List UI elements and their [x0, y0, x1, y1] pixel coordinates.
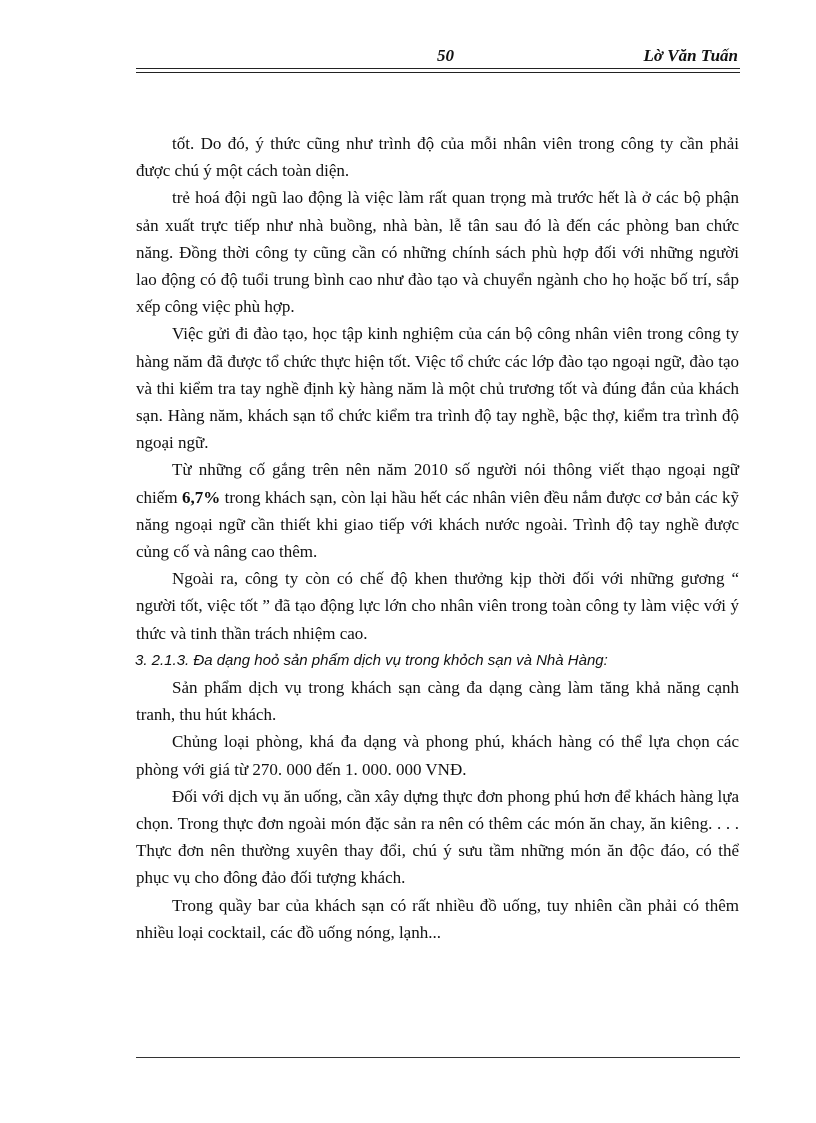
paragraph-bar-service: Trong quầy bar của khách sạn có rất nhiều đồ uống, tuy nhiên cần phải có thêm nhiều loại cocktail, các đồ uống nóng, lạnh...: [136, 895, 739, 942]
paragraph-food-service: Đối với dịch vụ ăn uống, cần xây dựng thực đơn phong phú hơn để khách hàng lựa chọn. Trong thực đơn ngoài món đặc sản ra nên có thêm các món ăn chay, ăn kiêng. . . . Thực đơn nên thường xuyên thay đổi, chú ý sưu tầm những món ăn độc đáo, có thể phục vụ cho đông đảo đối tượng khách.: [136, 786, 739, 888]
section-heading: 3. 2.1.3. Đa dạng hoỏ sản phẩm dịch vụ trong khỏch sạn và Nhà Hàng:: [135, 651, 608, 669]
paragraph-language-stat: [136, 456, 739, 565]
stat-text-before: Từ những cố gắng trên nên năm 2010 số người nói thông viết thạo ngoại ngữ chiếm: [136, 460, 739, 507]
paragraph-product-diversity: Sản phẩm dịch vụ trong khách sạn càng đa dạng càng làm tăng khả năng cạnh tranh, thu hút khách.: [136, 678, 739, 725]
paragraph-room-types: Chủng loại phòng, khá đa dạng và phong phú, khách hàng có thể lựa chọn các phòng với giá từ 270. 000 đến 1. 000. 000 VNĐ.: [136, 732, 739, 779]
paragraph-continuation: tốt. Do đó, ý thức cũng như trình độ của mỗi nhân viên trong công ty cần phải được chú ý một cách toàn diện.: [136, 134, 739, 181]
paragraph-rewards: Ngoài ra, công ty còn có chế độ khen thưởng kịp thời đối với những gương “ người tốt, việc tốt ” đã tạo động lực lớn cho nhân viên trong toàn công ty làm việc với ý thức và tinh thần trách nhiệm cao.: [136, 569, 739, 643]
footer-rule: [136, 1057, 740, 1058]
document-body: [136, 130, 739, 946]
stat-text-after: trong khách sạn, còn lại hầu hết các nhân viên đều nắm được cơ bản các kỹ năng ngoại ngữ cần thiết khi giao tiếp với khách nước ngoài. Trình độ tay nghề được củng cố và nâng cao thêm.: [136, 487, 740, 562]
paragraph-workforce-rejuvenation: trẻ hoá đội ngũ lao động là việc làm rất quan trọng mà trước hết là ở các bộ phận sản xuất trực tiếp như nhà buồng, nhà bàn, lễ tân sau đó là đến các phòng ban chức năng. Đồng thời công ty cũng cần có những chính sách phù hợp đối với những người lao động có độ tuổi trung bình cao như đào tạo và chuyển ngành cho họ hoặc bố trí, sắp xếp công việc phù hợp.: [136, 188, 739, 317]
header-rule-secondary: [136, 72, 740, 73]
author-name: Lờ Văn Tuấn: [643, 46, 738, 65]
page-header: [136, 44, 740, 70]
page-number: 50: [437, 46, 454, 65]
header-rule: [136, 68, 740, 69]
stat-highlight: 6,7%: [181, 487, 221, 507]
paragraph-training: Việc gửi đi đào tạo, học tập kinh nghiệm của cán bộ công nhân viên trong công ty hàng năm đã được tổ chức thực hiện tốt. Việc tổ chức các lớp đào tạo ngoại ngữ, đào tạo và thi kiểm tra tay nghề định kỳ hàng năm là một chủ trương tốt và đúng đắn của khách sạn. Hàng năm, khách sạn tổ chức kiểm tra trình độ tay nghề, bậc thợ, kiểm tra trình độ ngoại ngữ.: [136, 324, 739, 453]
